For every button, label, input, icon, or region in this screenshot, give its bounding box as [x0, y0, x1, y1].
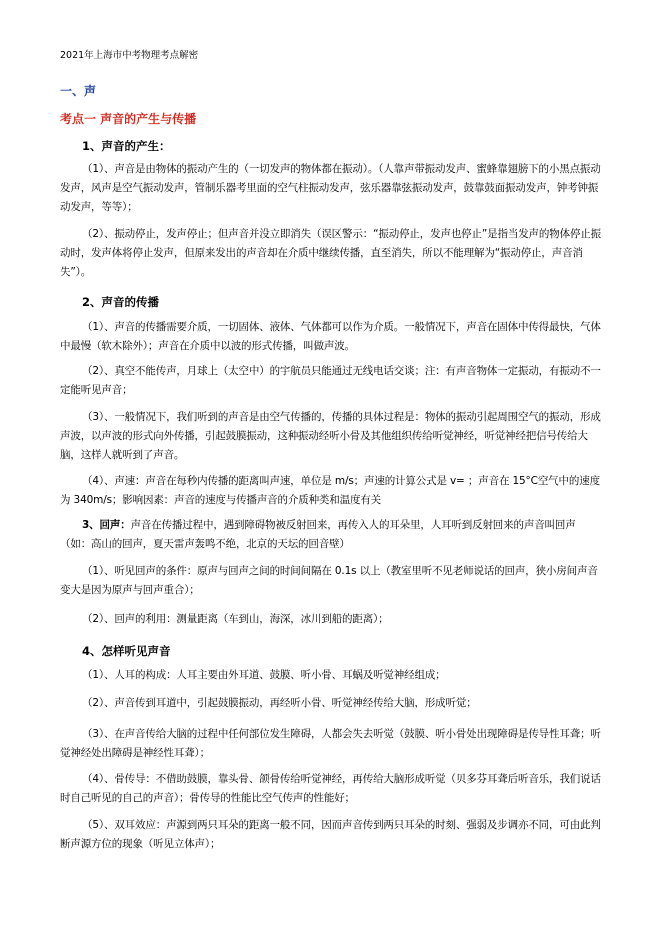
- paragraph-3: （1）、声音的传播需要介质，一切固体、液体、气体都可以作为介质。一般情况下，声音在固体中传得最快，气体中最慢（软木除外）；声音在介质中以波的形式传播，叫做声波。: [60, 321, 601, 352]
- topic-title: 考点一 声音的产生与传播: [60, 112, 197, 126]
- section-title: 一、声: [60, 84, 97, 98]
- paragraph-2: （2）、振动停止，发声停止；但声音并没立即消失（误区警示：“振动停止，发声也停止”是指当发声的物体停止振动时，发声体将停止发声，但原来发出的声音却在介质中继续传播，直至消失，所以不能理解为“振动停止，声音消失”）。: [60, 228, 602, 278]
- heading-sound-propagation: 2、声音的传播: [82, 295, 160, 309]
- paragraph-13: （4）、骨传导：不借助鼓膜，靠头骨、颌骨传给听觉神经，再传给大脑形成听觉（贝多芬耳聋后听音乐，我们说话时自己听见的自己的声音）；骨传导的性能比空气传声的性能好；: [60, 773, 601, 804]
- paragraph-14: （5）、双耳效应：声源到两只耳朵的距离一般不同，因而声音传到两只耳朵的时刻、强弱及步调亦不同，可由此判断声源方位的现象（听见立体声）；: [60, 819, 601, 850]
- echo-definition: 声音在传播过程中，遇到障碍物被反射回来，再传入人的耳朵里，人耳听到反射回来的声音叫回声（如：高山的回声，夏天雷声轰鸣不绝，北京的天坛的回音壁）: [60, 519, 576, 550]
- heading-sound-production: 1、声音的产生：: [82, 139, 171, 153]
- paragraph-8: （1）、听见回声的条件：原声与回声之间的时间间隔在 0.1s 以上（教室里听不见老师说话的回声，狭小房间声音变大是因为原声与回声重合）；: [60, 565, 598, 596]
- paragraph-1: （1）、声音是由物体的振动产生的（一切发声的物体都在振动）。（人靠声带振动发声、蜜蜂靠翅膀下的小黑点振动发声，风声是空气振动发声，管制乐器考里面的空气柱振动发声，弦乐器靠弦振动发声，鼓靠鼓面振动发声，钟考钟振动发声，等等）；: [60, 163, 601, 213]
- paragraph-12: （3）、在声音传给大脑的过程中任何部位发生障碍，人都会失去听觉（鼓膜、听小骨处出现障碍是传导性耳聋；听觉神经处出障碍是神经性耳聋）；: [60, 728, 601, 759]
- paragraph-5: （3）、一般情况下，我们听到的声音是由空气传播的，传播的具体过程是：物体的振动引起周围空气的振动，形成声波，以声波的形式向外传播，引起鼓膜振动，这种振动经听小骨及其他组织传给听觉神经，听觉神经把信号传给大脑，这样人就听到了声音。: [60, 411, 601, 461]
- paragraph-4: （2）、真空不能传声，月球上（太空中）的宇航员只能通过无线电话交谈；注：有声音物体一定振动，有振动不一定能听见声音；: [60, 365, 601, 396]
- paragraph-10: （1）、人耳的构成：人耳主要由外耳道、鼓膜、听小骨、耳蜗及听觉神经组成；: [82, 669, 446, 681]
- heading-how-to-hear: 4、怎样听见声音: [82, 644, 171, 658]
- paragraph-11: （2）、声音传到耳道中，引起鼓膜振动，再经听小骨、听觉神经传给大脑，形成听觉；: [82, 697, 477, 709]
- paragraph-echo: [60, 516, 604, 554]
- page-header: 2021年上海市中考物理考点解密: [60, 50, 199, 61]
- heading-echo: 3、回声：: [82, 519, 131, 531]
- paragraph-6: （4）、声速：声音在每秒内传播的距离叫声速，单位是 m/s；声速的计算公式是 v= ；声音在 15°C空气中的速度为 340m/s；影响因素：声音的速度与传播声音的介质种类和温度有关: [60, 475, 600, 506]
- paragraph-9: （2）、回声的利用：测量距离（车到山，海深，冰川到船的距离）；: [82, 613, 389, 625]
